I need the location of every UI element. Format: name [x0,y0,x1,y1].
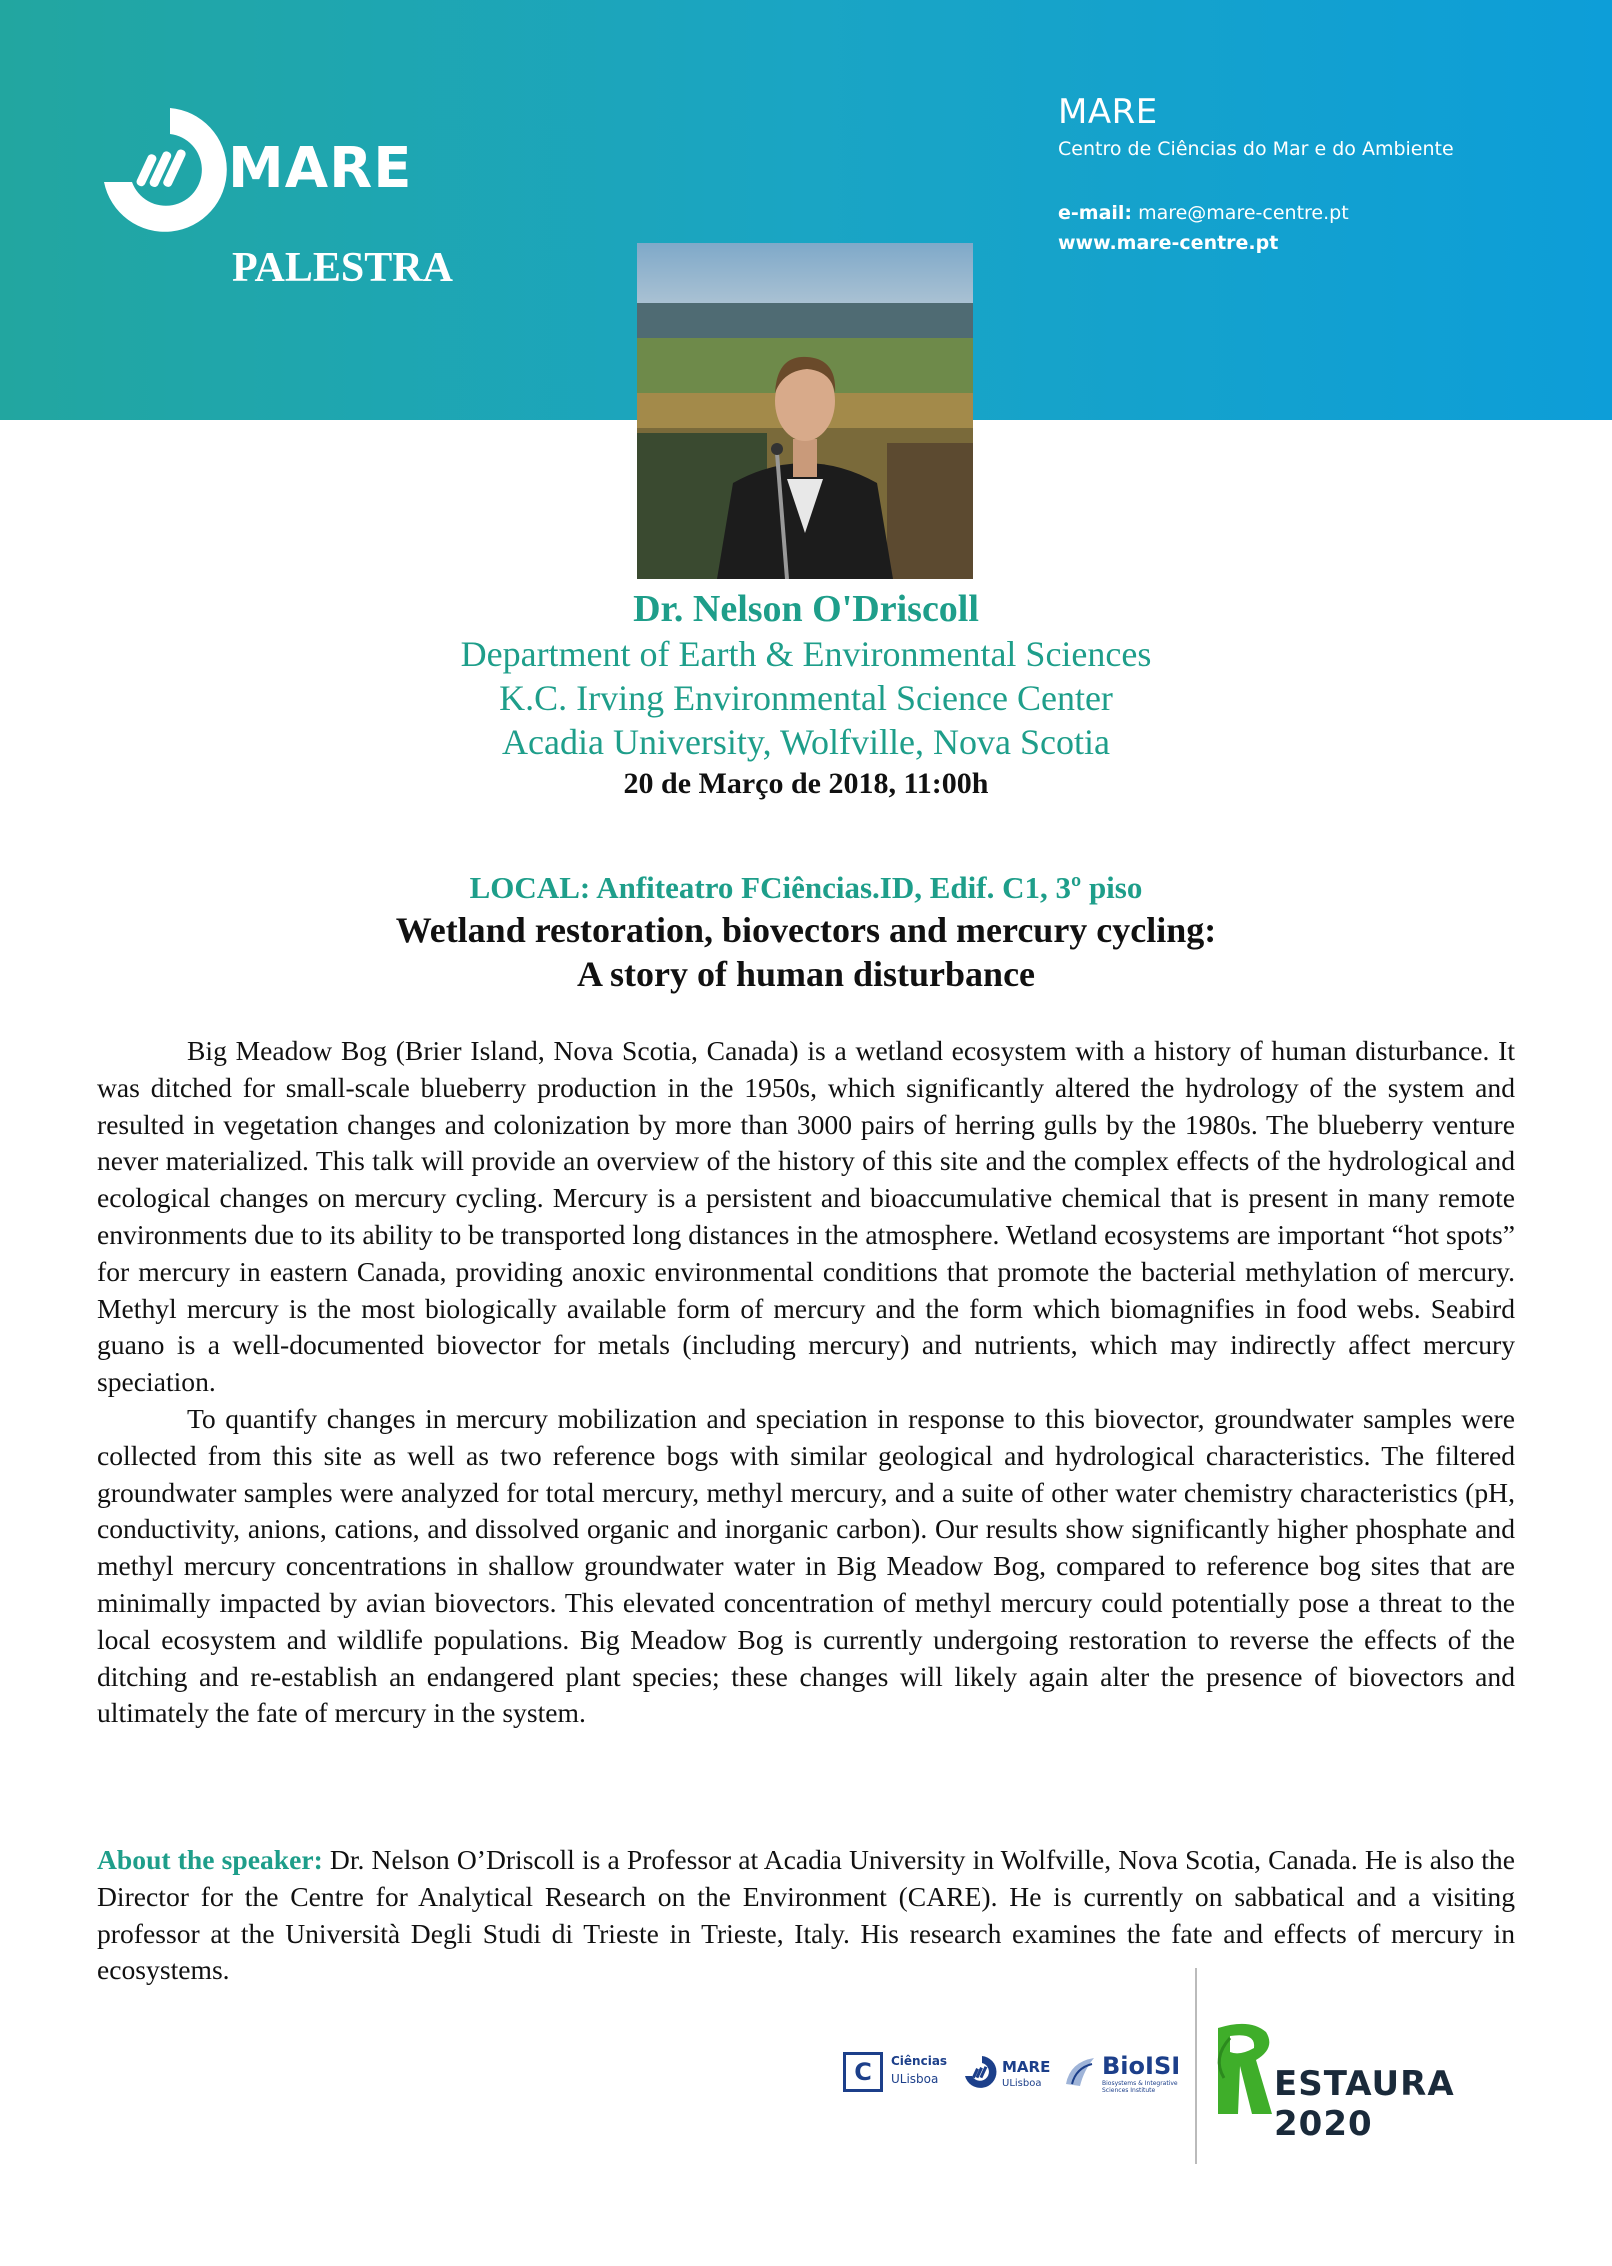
speaker-name: Dr. Nelson O'Driscoll [633,588,979,630]
ciencias-c-icon: C [843,2052,883,2092]
bioisi-text: BioISI [1102,2052,1181,2080]
mare-small-text: MARE [1002,2058,1051,2076]
restaura-r-leaf-icon [1210,2018,1280,2118]
speaker-department: Department of Earth & Environmental Sciences [460,634,1152,674]
bioisi-icon [1062,2054,1098,2090]
org-contact-block [1058,92,1454,254]
mare-small-sub: ULisboa [1002,2078,1042,2089]
about-speaker-text: Dr. Nelson O’Driscoll is a Professor at Acadia University in Wolfville, Nova Scotia, Canada. He is also the Director for the Centre for Analytical Research on the Environment (CARE). He is currently on sabbatical and a visiting professor at the Università Degli Studi di Trieste in Trieste, Italy. His research examines the fate and effects of mercury in ecosystems. [97,1844,1515,1986]
ciencias-logo-text: Ciências [891,2054,948,2068]
org-email [1058,202,1454,224]
logo-text: MARE [228,136,413,201]
speaker-info [0,586,1612,802]
bioisi-sub: Biosystems & Integrative Sciences Institute [1102,2080,1178,2094]
restaura-2020-logo [1210,2018,1540,2144]
bioisi-logo [1062,2050,1188,2094]
speaker-university: Acadia University, Wolfville, Nova Scotia [502,722,1110,762]
org-subtitle: Centro de Ciências do Mar e do Ambiente [1058,138,1454,160]
speaker-photo [637,243,973,579]
mare-small-icon [962,2054,998,2090]
restaura-text: ESTAURA 2020 [1274,2064,1455,2144]
abstract [97,1033,1515,1732]
website-link[interactable]: www.mare-centre.pt [1058,232,1279,254]
abstract-paragraph-2: To quantify changes in mercury mobilization and speciation in response to this biovector, groundwater samples were collected from this site as well as two reference bogs with similar geological and hydrological characteristics. The filtered groundwater samples were analyzed for total mercury, methyl mercury, and a suite of other water chemistry characteristics (pH, conductivity, anions, cations, and dissolved organic and inorganic carbon). Our results show significantly higher phosphate and methyl mercury concentrations in shallow groundwater water in Big Meadow Bog, compared to reference bog sites that are minimally impacted by avian biovectors. This elevated concentration of methyl mercury could potentially pose a threat to the local ecosystem and wildlife populations. Big Meadow Bog is currently undergoing restoration to reverse the effects of the ditching and re-establish an endangered plant species; these changes will likely again alter the presence of biovectors and ultimately the fate of mercury in the system. [97,1402,1515,1729]
event-date: 20 de Março de 2018, 11:00h [623,767,989,800]
abstract-paragraph-1: Big Meadow Bog (Brier Island, Nova Scotia, Canada) is a wetland ecosystem with a history of human disturbance. It was ditched for small-scale blueberry production in the 1950s, which significantly altered the hydrology of the system and resulted in vegetation changes and colonization by more than 3000 pairs of herring gulls by the 1980s. The blueberry venture never materialized. This talk will provide an overview of the history of this site and the complex effects of the hydrological and ecological changes on mercury cycling. Mercury is a persistent and bioaccumulative chemical that is present in many remote environments due to its ability to be transported long distances in the atmosphere. Wetland ecosystems are important “hot spots” for mercury in eastern Canada, providing anoxic environmental conditions that promote the bacterial methylation of mercury. Methyl mercury is the most biologically available form of mercury and the form which biomagnifies in food webs. Seabird guano is a well-documented biovector for metals (including mercury) and nutrients, which may indirectly affect mercury speciation. [97,1035,1515,1398]
org-name: MARE [1058,92,1158,132]
speaker-center: K.C. Irving Environmental Science Center [499,678,1113,718]
about-speaker [97,1842,1515,1989]
speaker-photo-icon [637,243,973,579]
email-link[interactable]: mare@mare-centre.pt [1138,202,1349,224]
mare-ulisboa-logo [962,2050,1052,2098]
talk-title-line2: A story of human disturbance [576,954,1036,994]
talk-title [0,908,1612,996]
talk-title-line1: Wetland restoration, biovectors and mercury cycling: [395,910,1217,950]
about-speaker-label: About the speaker: [97,1844,323,1875]
event-type-label: PALESTRA [232,245,453,291]
footer-divider [1195,1968,1197,2164]
event-location: LOCAL: Anfiteatro FCiências.ID, Edif. C1, 3º piso [469,870,1143,905]
ciencias-logo-sub: ULisboa [891,2072,939,2086]
email-label: e-mail: [1058,202,1133,224]
